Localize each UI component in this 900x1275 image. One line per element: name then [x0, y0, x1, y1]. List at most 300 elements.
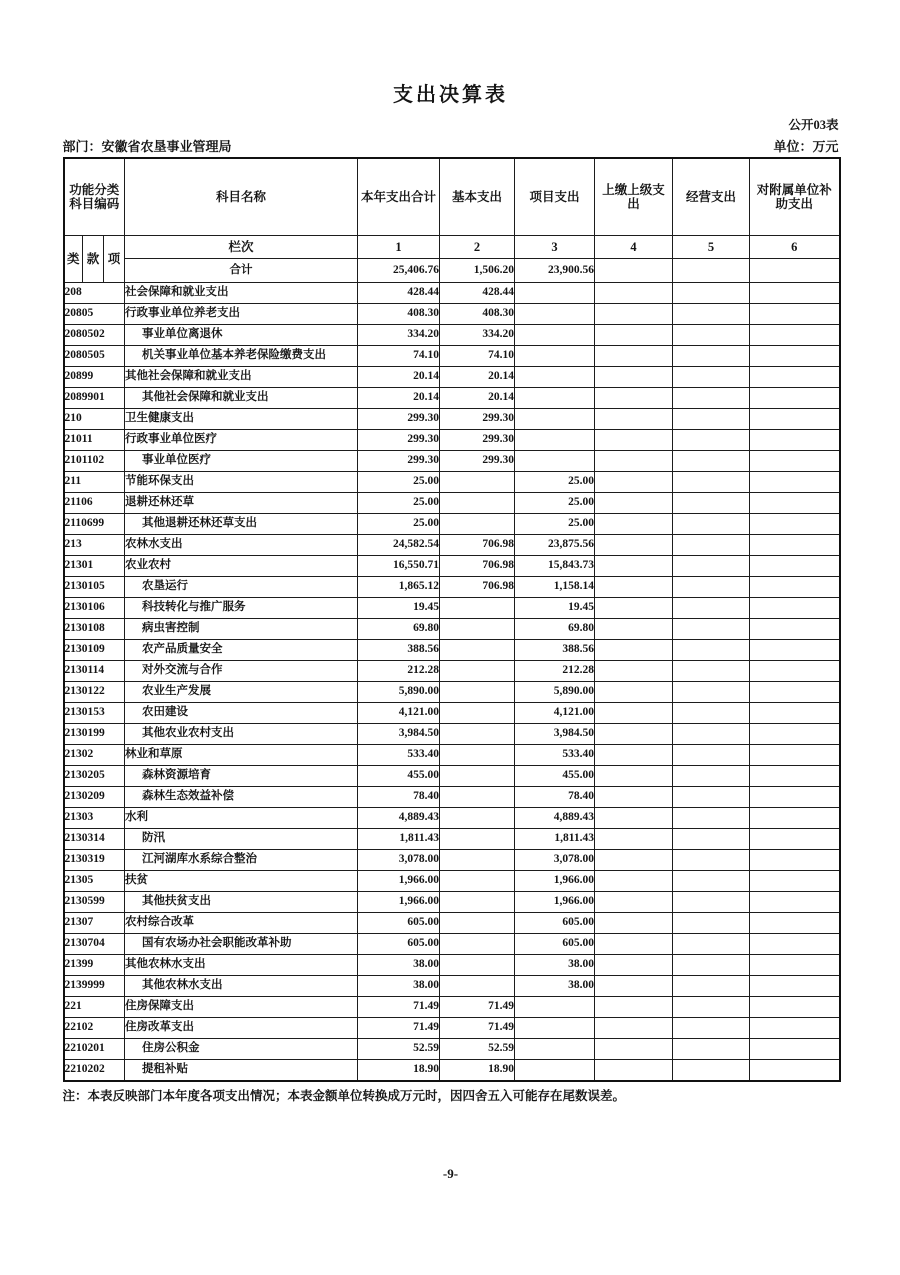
row-subject: 行政事业单位养老支出 — [125, 304, 358, 325]
row-value-4 — [595, 493, 673, 514]
unit-label: 单位：万元 — [773, 139, 839, 154]
row-value-2 — [440, 850, 515, 871]
row-value-1: 25.00 — [358, 514, 440, 535]
table-row — [64, 703, 840, 724]
row-value-4 — [595, 535, 673, 556]
row-subject: 农田建设 — [125, 703, 358, 724]
row-code: 20805 — [64, 304, 125, 325]
row-value-1: 1,966.00 — [358, 892, 440, 913]
row-value-1: 388.56 — [358, 640, 440, 661]
row-value-5 — [673, 514, 750, 535]
row-value-5 — [673, 577, 750, 598]
row-value-4 — [595, 556, 673, 577]
row-value-4 — [595, 598, 673, 619]
row-subject: 其他扶贫支出 — [125, 892, 358, 913]
row-code: 210 — [64, 409, 125, 430]
row-value-5 — [673, 367, 750, 388]
row-value-6 — [750, 346, 840, 367]
table-row — [64, 325, 840, 346]
row-value-1: 25.00 — [358, 472, 440, 493]
row-value-6 — [750, 409, 840, 430]
row-code: 2080502 — [64, 325, 125, 346]
row-value-3 — [515, 409, 595, 430]
row-code: 21303 — [64, 808, 125, 829]
row-value-1: 78.40 — [358, 787, 440, 808]
row-value-4 — [595, 472, 673, 493]
row-value-3: 38.00 — [515, 955, 595, 976]
page-number: -9- — [442, 1166, 459, 1181]
row-subject: 住房改革支出 — [125, 1018, 358, 1039]
row-value-3 — [515, 388, 595, 409]
row-value-5 — [673, 724, 750, 745]
row-value-3: 533.40 — [515, 745, 595, 766]
row-subject: 农林水支出 — [125, 535, 358, 556]
row-subject: 机关事业单位基本养老保险缴费支出 — [125, 346, 358, 367]
row-value-6 — [750, 451, 840, 472]
row-code: 2130106 — [64, 598, 125, 619]
row-code: 2130153 — [64, 703, 125, 724]
row-value-2: 52.59 — [440, 1039, 515, 1060]
row-value-2 — [440, 829, 515, 850]
row-value-5 — [673, 850, 750, 871]
row-subject: 其他农业农村支出 — [125, 724, 358, 745]
row-value-2: 428.44 — [440, 283, 515, 304]
row-value-1: 3,984.50 — [358, 724, 440, 745]
row-value-5 — [673, 304, 750, 325]
row-subject: 林业和草原 — [125, 745, 358, 766]
row-value-6 — [750, 619, 840, 640]
row-value-4 — [595, 955, 673, 976]
row-value-1: 299.30 — [358, 430, 440, 451]
row-code: 21302 — [64, 745, 125, 766]
row-value-1: 299.30 — [358, 409, 440, 430]
row-code: 2080505 — [64, 346, 125, 367]
row-value-6 — [750, 955, 840, 976]
row-value-5 — [673, 661, 750, 682]
row-subject: 农村综合改革 — [125, 913, 358, 934]
row-value-3 — [515, 1039, 595, 1060]
row-value-1: 1,811.43 — [358, 829, 440, 850]
row-subject: 事业单位医疗 — [125, 451, 358, 472]
row-code: 2130319 — [64, 850, 125, 871]
row-subject: 森林资源培育 — [125, 766, 358, 787]
row-value-3: 19.45 — [515, 598, 595, 619]
row-value-2: 71.49 — [440, 997, 515, 1018]
row-value-5 — [673, 472, 750, 493]
row-value-5 — [673, 409, 750, 430]
row-code: 2130122 — [64, 682, 125, 703]
row-code: 2130599 — [64, 892, 125, 913]
row-code: 2130704 — [64, 934, 125, 955]
row-value-4 — [595, 367, 673, 388]
row-value-5 — [673, 934, 750, 955]
row-value-2 — [440, 976, 515, 997]
row-value-2: 74.10 — [440, 346, 515, 367]
row-code: 221 — [64, 997, 125, 1018]
row-value-4 — [595, 661, 673, 682]
table-row — [64, 304, 840, 325]
row-value-4 — [595, 766, 673, 787]
table-row — [64, 451, 840, 472]
total-value-6 — [750, 259, 840, 283]
row-value-6 — [750, 556, 840, 577]
row-value-6 — [750, 934, 840, 955]
row-value-5 — [673, 1039, 750, 1060]
row-value-6 — [750, 661, 840, 682]
row-code: 21301 — [64, 556, 125, 577]
row-value-5 — [673, 682, 750, 703]
expenditure-table — [63, 157, 841, 1082]
row-value-2 — [440, 913, 515, 934]
row-value-5 — [673, 766, 750, 787]
row-code: 2130109 — [64, 640, 125, 661]
row-value-3: 5,890.00 — [515, 682, 595, 703]
row-subject: 国有农场办社会职能改革补助 — [125, 934, 358, 955]
row-value-3: 69.80 — [515, 619, 595, 640]
row-subject: 森林生态效益补偿 — [125, 787, 358, 808]
row-value-1: 69.80 — [358, 619, 440, 640]
row-value-1: 5,890.00 — [358, 682, 440, 703]
row-code: 2110699 — [64, 514, 125, 535]
header-row-main — [64, 158, 840, 236]
row-code: 213 — [64, 535, 125, 556]
total-row — [64, 259, 840, 283]
table-row — [64, 598, 840, 619]
row-value-6 — [750, 745, 840, 766]
row-value-1: 74.10 — [358, 346, 440, 367]
table-row — [64, 808, 840, 829]
row-value-6 — [750, 976, 840, 997]
row-value-6 — [750, 829, 840, 850]
row-value-3: 4,121.00 — [515, 703, 595, 724]
row-value-1: 4,121.00 — [358, 703, 440, 724]
row-value-2 — [440, 745, 515, 766]
row-value-3: 3,078.00 — [515, 850, 595, 871]
row-value-1: 408.30 — [358, 304, 440, 325]
row-value-2 — [440, 598, 515, 619]
row-code: 208 — [64, 283, 125, 304]
table-row — [64, 430, 840, 451]
row-subject: 农业农村 — [125, 556, 358, 577]
table-row — [64, 367, 840, 388]
row-subject: 扶贫 — [125, 871, 358, 892]
row-value-4 — [595, 808, 673, 829]
table-code-label: 公开03表 — [788, 118, 839, 132]
row-subject: 其他社会保障和就业支出 — [125, 388, 358, 409]
total-value-4 — [595, 259, 673, 283]
row-value-3: 23,875.56 — [515, 535, 595, 556]
row-value-2: 706.98 — [440, 556, 515, 577]
table-row — [64, 850, 840, 871]
row-value-1: 334.20 — [358, 325, 440, 346]
total-label: 合计 — [125, 259, 358, 283]
table-row — [64, 829, 840, 850]
row-value-3: 25.00 — [515, 514, 595, 535]
row-value-2: 408.30 — [440, 304, 515, 325]
total-value-1: 25,406.76 — [358, 259, 440, 283]
row-value-2 — [440, 934, 515, 955]
row-value-6 — [750, 640, 840, 661]
row-value-6 — [750, 325, 840, 346]
row-value-1: 52.59 — [358, 1039, 440, 1060]
row-subject: 防汛 — [125, 829, 358, 850]
row-value-2 — [440, 871, 515, 892]
row-value-3: 25.00 — [515, 472, 595, 493]
row-value-4 — [595, 829, 673, 850]
header-code-group: 功能分类科目编码 — [64, 158, 125, 236]
row-value-4 — [595, 451, 673, 472]
row-code: 21106 — [64, 493, 125, 514]
document-sheet — [62, 0, 839, 1182]
row-value-3 — [515, 997, 595, 1018]
col-number-3: 3 — [515, 236, 595, 259]
row-value-4 — [595, 913, 673, 934]
row-subject: 提租补贴 — [125, 1060, 358, 1082]
row-subject: 其他农林水支出 — [125, 976, 358, 997]
col-number-4: 4 — [595, 236, 673, 259]
table-row — [64, 682, 840, 703]
row-value-3 — [515, 451, 595, 472]
row-value-3 — [515, 304, 595, 325]
meta-line — [63, 139, 839, 154]
row-value-6 — [750, 892, 840, 913]
row-value-4 — [595, 577, 673, 598]
row-code: 2210202 — [64, 1060, 125, 1082]
row-value-5 — [673, 283, 750, 304]
row-value-4 — [595, 1039, 673, 1060]
col-number-2: 2 — [440, 236, 515, 259]
row-code: 2130105 — [64, 577, 125, 598]
row-value-5 — [673, 556, 750, 577]
row-code: 21305 — [64, 871, 125, 892]
row-value-2 — [440, 808, 515, 829]
row-value-6 — [750, 682, 840, 703]
row-value-3 — [515, 325, 595, 346]
row-value-1: 4,889.43 — [358, 808, 440, 829]
row-value-2 — [440, 724, 515, 745]
table-row — [64, 283, 840, 304]
row-value-6 — [750, 703, 840, 724]
row-value-1: 1,865.12 — [358, 577, 440, 598]
row-value-5 — [673, 997, 750, 1018]
row-value-3: 3,984.50 — [515, 724, 595, 745]
row-value-5 — [673, 787, 750, 808]
total-value-3: 23,900.56 — [515, 259, 595, 283]
table-row — [64, 556, 840, 577]
row-value-5 — [673, 703, 750, 724]
row-value-6 — [750, 367, 840, 388]
total-value-2: 1,506.20 — [440, 259, 515, 283]
table-body — [64, 283, 840, 1082]
row-value-6 — [750, 388, 840, 409]
row-value-4 — [595, 787, 673, 808]
row-value-3: 25.00 — [515, 493, 595, 514]
table-row — [64, 1018, 840, 1039]
row-value-6 — [750, 1060, 840, 1082]
department-label: 部门：安徽省农垦事业管理局 — [62, 139, 232, 154]
row-value-4 — [595, 976, 673, 997]
row-subject: 病虫害控制 — [125, 619, 358, 640]
row-code: 2130114 — [64, 661, 125, 682]
row-value-4 — [595, 409, 673, 430]
row-value-4 — [595, 304, 673, 325]
row-value-1: 455.00 — [358, 766, 440, 787]
row-subject: 科技转化与推广服务 — [125, 598, 358, 619]
row-value-2 — [440, 766, 515, 787]
row-value-3: 212.28 — [515, 661, 595, 682]
row-subject: 事业单位离退休 — [125, 325, 358, 346]
row-value-2: 706.98 — [440, 535, 515, 556]
row-value-6 — [750, 304, 840, 325]
row-value-1: 3,078.00 — [358, 850, 440, 871]
row-value-2: 299.30 — [440, 430, 515, 451]
table-row — [64, 577, 840, 598]
row-value-1: 20.14 — [358, 388, 440, 409]
row-subject: 农业生产发展 — [125, 682, 358, 703]
row-value-6 — [750, 724, 840, 745]
table-row — [64, 661, 840, 682]
row-value-2 — [440, 493, 515, 514]
footnote: 注：本表反映部门本年度各项支出情况；本表金额单位转换成万元时，因四舍五入可能存在尾数误差。 — [62, 1089, 626, 1103]
row-code: 2089901 — [64, 388, 125, 409]
row-value-6 — [750, 997, 840, 1018]
row-value-5 — [673, 535, 750, 556]
header-col-1: 本年支出合计 — [358, 158, 440, 236]
row-value-5 — [673, 598, 750, 619]
row-value-6 — [750, 283, 840, 304]
row-value-6 — [750, 472, 840, 493]
row-value-1: 428.44 — [358, 283, 440, 304]
lanci-label: 栏次 — [125, 236, 358, 259]
row-value-3: 1,158.14 — [515, 577, 595, 598]
row-value-5 — [673, 871, 750, 892]
table-row — [64, 787, 840, 808]
header-col-2: 基本支出 — [440, 158, 515, 236]
table-row — [64, 640, 840, 661]
table-row — [64, 346, 840, 367]
row-value-2 — [440, 892, 515, 913]
row-value-4 — [595, 514, 673, 535]
row-value-2: 299.30 — [440, 451, 515, 472]
row-value-3: 15,843.73 — [515, 556, 595, 577]
row-value-6 — [750, 808, 840, 829]
row-value-4 — [595, 703, 673, 724]
row-code: 2130314 — [64, 829, 125, 850]
row-value-2 — [440, 955, 515, 976]
row-value-6 — [750, 850, 840, 871]
row-value-1: 299.30 — [358, 451, 440, 472]
row-value-4 — [595, 283, 673, 304]
row-value-1: 38.00 — [358, 955, 440, 976]
row-subject: 农产品质量安全 — [125, 640, 358, 661]
row-code: 22102 — [64, 1018, 125, 1039]
row-value-5 — [673, 913, 750, 934]
row-value-6 — [750, 535, 840, 556]
row-value-4 — [595, 997, 673, 1018]
row-value-4 — [595, 724, 673, 745]
row-value-4 — [595, 346, 673, 367]
row-code: 21011 — [64, 430, 125, 451]
table-row — [64, 934, 840, 955]
row-value-3: 1,811.43 — [515, 829, 595, 850]
table-row — [64, 724, 840, 745]
row-value-1: 16,550.71 — [358, 556, 440, 577]
row-value-3: 605.00 — [515, 913, 595, 934]
row-value-3 — [515, 367, 595, 388]
row-value-3: 78.40 — [515, 787, 595, 808]
row-code: 2101102 — [64, 451, 125, 472]
row-value-1: 605.00 — [358, 913, 440, 934]
row-subject: 退耕还林还草 — [125, 493, 358, 514]
row-subject: 行政事业单位医疗 — [125, 430, 358, 451]
row-value-4 — [595, 871, 673, 892]
row-code: 2130209 — [64, 787, 125, 808]
row-value-6 — [750, 1018, 840, 1039]
row-subject: 住房公积金 — [125, 1039, 358, 1060]
table-row — [64, 871, 840, 892]
row-value-3: 605.00 — [515, 934, 595, 955]
table-row — [64, 1039, 840, 1060]
row-value-2 — [440, 514, 515, 535]
row-value-2 — [440, 640, 515, 661]
row-value-3 — [515, 1060, 595, 1082]
table-row — [64, 955, 840, 976]
row-value-2: 20.14 — [440, 388, 515, 409]
row-value-6 — [750, 493, 840, 514]
table-row — [64, 913, 840, 934]
row-value-5 — [673, 1060, 750, 1082]
row-value-2 — [440, 619, 515, 640]
total-value-5 — [673, 259, 750, 283]
row-subject: 农垦运行 — [125, 577, 358, 598]
col-number-5: 5 — [673, 236, 750, 259]
row-value-2 — [440, 661, 515, 682]
row-value-3 — [515, 346, 595, 367]
row-value-4 — [595, 325, 673, 346]
row-value-5 — [673, 430, 750, 451]
row-value-2 — [440, 703, 515, 724]
row-value-5 — [673, 745, 750, 766]
col-number-6: 6 — [750, 236, 840, 259]
row-code: 2130199 — [64, 724, 125, 745]
row-value-3 — [515, 283, 595, 304]
row-value-5 — [673, 451, 750, 472]
row-value-3: 388.56 — [515, 640, 595, 661]
table-row — [64, 535, 840, 556]
row-value-5 — [673, 388, 750, 409]
row-value-4 — [595, 1018, 673, 1039]
table-row — [64, 745, 840, 766]
row-value-1: 20.14 — [358, 367, 440, 388]
row-value-4 — [595, 1060, 673, 1082]
header-col-4: 上缴上级支出 — [595, 158, 673, 236]
row-value-5 — [673, 976, 750, 997]
row-value-2: 18.90 — [440, 1060, 515, 1082]
header-lei: 类 — [64, 236, 83, 283]
row-value-4 — [595, 850, 673, 871]
row-subject: 其他退耕还林还草支出 — [125, 514, 358, 535]
page-title: 支出决算表 — [393, 84, 508, 106]
row-value-1: 533.40 — [358, 745, 440, 766]
row-value-5 — [673, 325, 750, 346]
table-row — [64, 892, 840, 913]
row-value-3: 1,966.00 — [515, 892, 595, 913]
row-value-6 — [750, 598, 840, 619]
row-value-3 — [515, 1018, 595, 1039]
row-value-4 — [595, 682, 673, 703]
table-row — [64, 1060, 840, 1082]
header-col-6: 对附属单位补助支出 — [750, 158, 840, 236]
